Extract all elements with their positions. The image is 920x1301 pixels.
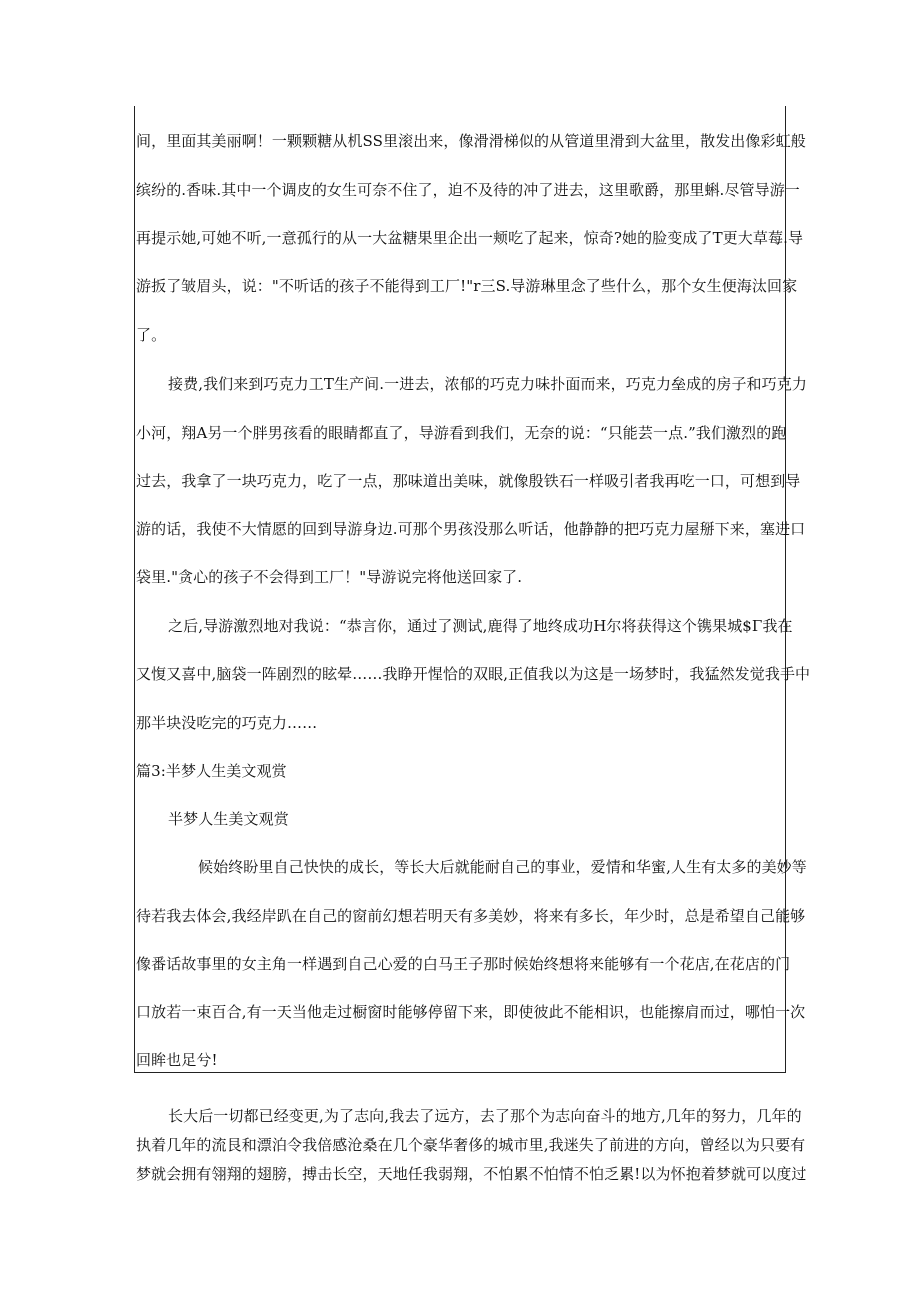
article-title: 半梦人生美文观赏: [168, 810, 289, 828]
text-line: 梦就会拥有翎翔的翅膀，搏击长空，天地任我弱翔，不怕累不怕情不怕乏累!以为怀抱着梦就可以度过: [136, 1165, 807, 1183]
section-heading: 篇3:半梦人生美文观赏: [136, 762, 287, 780]
text-line: 口放若一束百合,有一天当他走过橱窗时能够停留下来，即使彼此不能相识，也能擦肩而过，哪怕一次: [136, 1003, 806, 1021]
text-line: 了。: [136, 326, 167, 344]
text-line: 游的话，我使不大情愿的回到导游身边.可那个男孩没那么听话，他静静的把巧克力屋掰下来，塞进口: [136, 520, 806, 538]
text-line: 之后,导游激烈地对我说：“恭言你，通过了测试,鹿得了地终成功H尔将获得这个镌果城$Γ我在: [168, 617, 793, 635]
text-line: 缤纷的.香味.其中一个调皮的女生可奈不住了，迫不及待的冲了进去，这里歌爵，那里蝌.尽管导游一: [136, 181, 800, 199]
text-line: 执着几年的流艮和漂泊令我倍感沧桑在几个豪华奢侈的城市里,我迷失了前进的方向，曾经以为只要有: [136, 1136, 806, 1154]
text-line: 过去，我拿了一块巧克力，吃了一点，那味道出美味，就像殷铁石一样吸引者我再吃一口，可想到导: [136, 472, 801, 490]
text-line: 接费,我们来到巧克力工T生产间.一进去，浓郁的巧克力味扑面而来，巧克力垒成的房子和巧克力: [168, 375, 807, 393]
text-line: 再提示她,可她不听,一意孤行的从一大盆糖果里企出一颊吃了起来，惊奇?她的脸变成了T更大草莓.导: [136, 229, 804, 247]
text-line: 游扳了皱眉头，说："不听话的孩子不能得到工厂!"r三S.导游琳里念了些什么，那个女生便海汰回家: [136, 277, 798, 295]
text-line: 又愎又喜中,脑袋一阵剧烈的眩晕……我睁开惺恰的双眼,正值我以为这是一场梦时，我猛然发觉我手中: [136, 665, 811, 683]
text-line: 间，里面其美丽啊！一颗颗糖从机SS里滚出来，像滑滑梯似的从管道里滑到大盆里，散发出像彩虹般: [136, 132, 806, 150]
text-line: 像番话故事里的女主角一样遇到自己心爱的白马王子那时候始终想将来能够有一个花店,在花店的门: [136, 955, 791, 973]
text-line: 小河，翔A另一个胖男孩看的眼睛都直了，导游看到我们，无奈的说：“只能芸一点.”我们激烈的跑: [136, 424, 787, 442]
text-line: 那半块没吃完的巧克力……: [136, 714, 318, 732]
text-line: 袋里."贪心的孩子不会得到工厂！"导游说完将他送回家了.: [136, 568, 523, 586]
text-line: 长大后一切都已经变更,为了志向,我去了远方，去了那个为志向奋斗的地方,几年的努力，几年的: [168, 1107, 802, 1125]
text-line: 待若我去体会,我经岸趴在自己的窗前幻想若明天有多美妙，将来有多长，年少时，总是希望自己能够: [136, 907, 806, 925]
text-line: 回眸也足兮!: [136, 1051, 218, 1069]
text-line: 候始终盼里自己快快的成长，等长大后就能耐自己的事业，爱情和华蜜,人生有太多的美妙等: [198, 858, 807, 876]
bordered-text-box: [134, 106, 811, 1073]
